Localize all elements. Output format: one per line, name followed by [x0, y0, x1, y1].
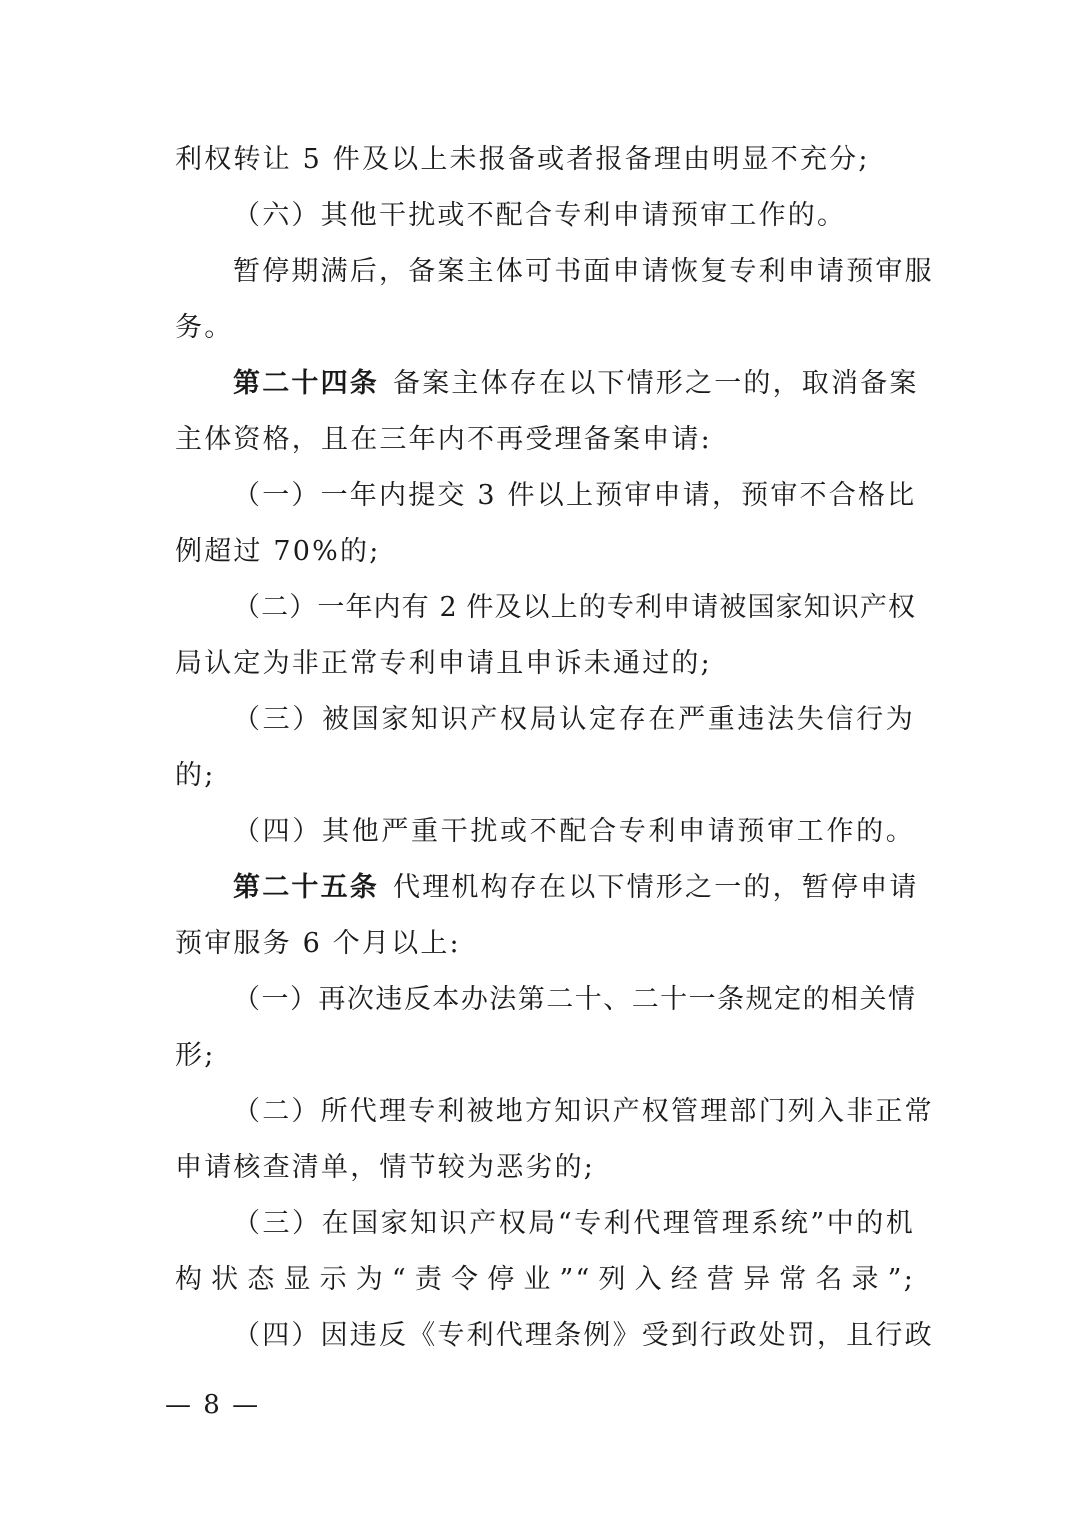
article-25-line [233, 868, 919, 908]
paragraph-line: 构状态显示为“责令停业”“列入经营异常名录”; [175, 1264, 915, 1295]
paragraph-line: （二）所代理专利被地方知识产权管理部门列入非正常 [233, 1096, 934, 1127]
paragraph-line: （三）在国家知识产权局“专利代理管理系统”中的机 [233, 1208, 915, 1239]
paragraph-line: （四）其他严重干扰或不配合专利申请预审工作的。 [233, 816, 915, 847]
article-24-title: 第二十四条 [233, 368, 379, 399]
paragraph-line: 的; [175, 760, 216, 791]
paragraph-line: （六）其他干扰或不配合专利申请预审工作的。 [233, 200, 847, 231]
paragraph-line: 务。 [175, 312, 234, 343]
paragraph-line: （一）再次违反本办法第二十、二十一条规定的相关情 [233, 984, 915, 1015]
paragraph-line: 利权转让 5 件及以上未报备或者报备理由明显不充分; [175, 144, 870, 175]
paragraph-line: 形; [175, 1040, 216, 1071]
paragraph-line: （四）因违反《专利代理条例》受到行政处罚，且行政 [233, 1320, 934, 1351]
paragraph-line: （三）被国家知识产权局认定存在严重违法失信行为 [233, 704, 915, 735]
article-24-line [233, 364, 919, 404]
paragraph-line: （二）一年内有 2 件及以上的专利申请被国家知识产权 [233, 592, 915, 623]
article-25-text: 代理机构存在以下情形之一的，暂停申请 [393, 872, 919, 903]
article-25-title: 第二十五条 [233, 872, 379, 903]
paragraph-line: 主体资格，且在三年内不再受理备案申请: [175, 424, 712, 455]
paragraph-line: （一）一年内提交 3 件以上预审申请，预审不合格比 [233, 480, 917, 511]
paragraph-line: 申请核查清单，情节较为恶劣的; [175, 1152, 596, 1183]
paragraph-line: 例超过 70%的; [175, 536, 381, 567]
paragraph-line: 预审服务 6 个月以上: [175, 928, 461, 959]
paragraph-line: 暂停期满后，备案主体可书面申请恢复专利申请预审服 [233, 256, 934, 287]
paragraph-line: 局认定为非正常专利申请且申诉未通过的; [175, 648, 712, 679]
page-number: — 8 — [165, 1390, 261, 1420]
article-24-text: 备案主体存在以下情形之一的，取消备案 [393, 368, 919, 399]
